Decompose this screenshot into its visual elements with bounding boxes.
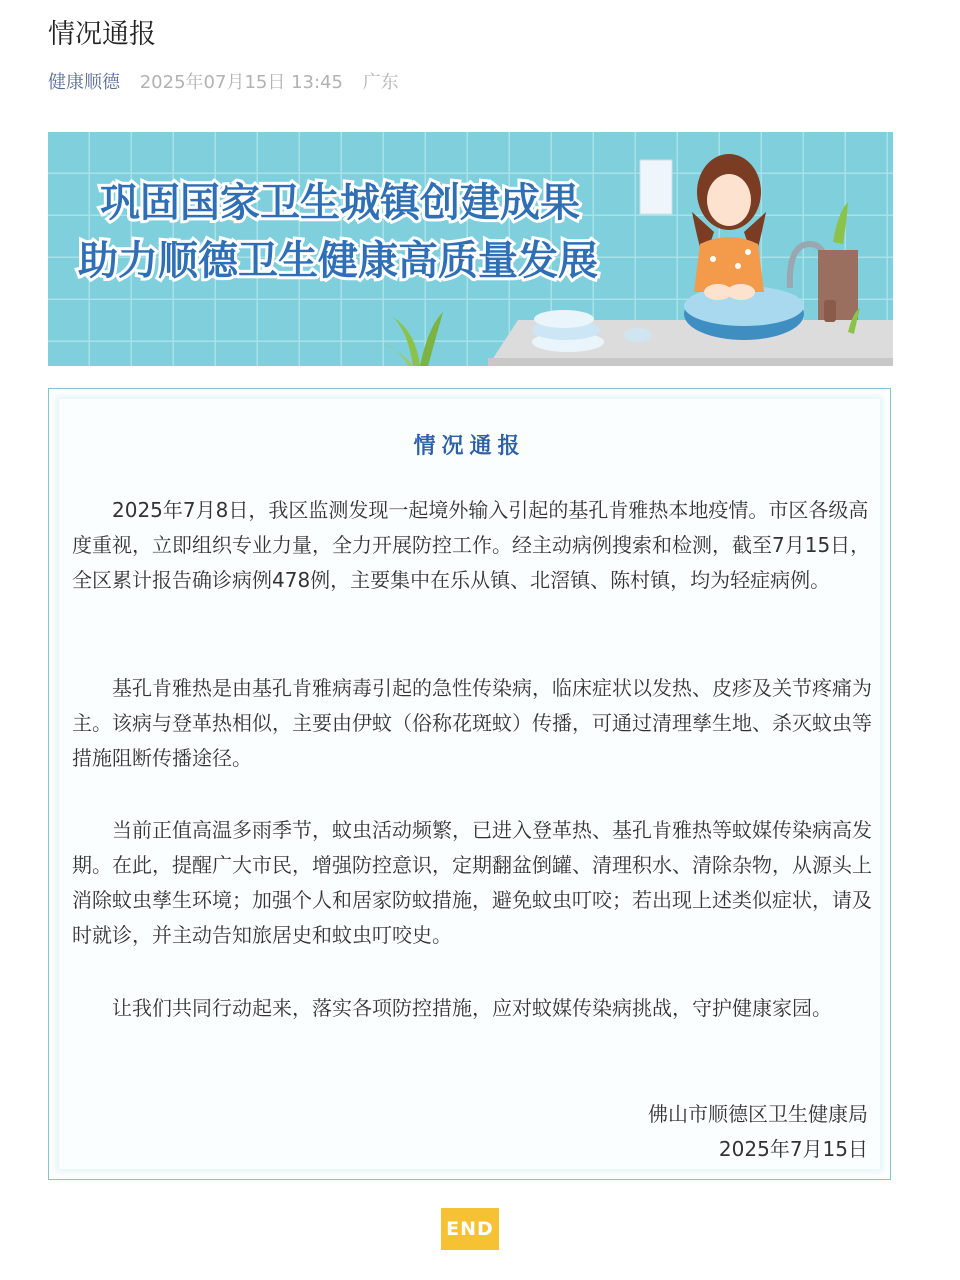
- article-meta: [48, 68, 399, 94]
- notice-heading: 情况通报: [413, 434, 526, 459]
- banner-line2: 助力顺德卫生健康高质量发展: [78, 238, 598, 284]
- notice-inner: [59, 399, 880, 1169]
- banner-image: [48, 132, 893, 366]
- signature-block: [648, 1097, 868, 1167]
- paragraph-3: 当前正值高温多雨季节，蚊虫活动频繁，已进入登革热、基孔肯雅热等蚊媒传染病高发期。在此，提醒广大市民，增强防控意识，定期翻盆倒罐、清理积水、清除杂物，从源头上消除蚊虫孳生环境；加强个人和居家防蚊措施，避免蚊虫叮咬；若出现上述类似症状，请及时就诊，并主动告知旅居史和蚊虫叮咬史。: [72, 818, 872, 947]
- soap-icon: [624, 328, 652, 342]
- girl-washing-hands-illustration: [692, 154, 766, 300]
- paragraph-2: 基孔肯雅热是由基孔肯雅病毒引起的急性传染病，临床症状以发热、皮疹及关节疼痛为主。该病与登革热相似，主要由伊蚊（俗称花斑蚊）传播，可通过清理孳生地、杀灭蚊虫等措施阻断传播途径。: [72, 676, 872, 770]
- paragraph-4: 让我们共同行动起来，落实各项防控措施，应对蚊媒传染病挑战，守护健康家园。: [112, 996, 832, 1020]
- publish-date: 2025年07月15日 13:45: [139, 72, 343, 93]
- author-link[interactable]: 健康顺德: [48, 72, 120, 93]
- end-badge: END: [441, 1208, 499, 1250]
- bottle-icon: [824, 300, 836, 322]
- paragraph-1: 2025年7月8日，我区监测发现一起境外输入引起的基孔肯雅热本地疫情。市区各级高度重视，立即组织专业力量，全力开展防控工作。经主动病例搜索和检测，截至7月15日，全区累计报告确诊病例478例，主要集中在乐从镇、北滘镇、陈村镇，均为轻症病例。: [72, 498, 871, 592]
- signer-name: 佛山市顺德区卫生健康局: [648, 1102, 868, 1126]
- article-title: 情况通报: [48, 19, 156, 50]
- banner-line1: 巩固国家卫生城镇创建成果: [100, 180, 580, 226]
- sign-date: 2025年7月15日: [718, 1137, 868, 1161]
- publish-location: 广东: [362, 72, 399, 93]
- notice-box: [48, 388, 891, 1180]
